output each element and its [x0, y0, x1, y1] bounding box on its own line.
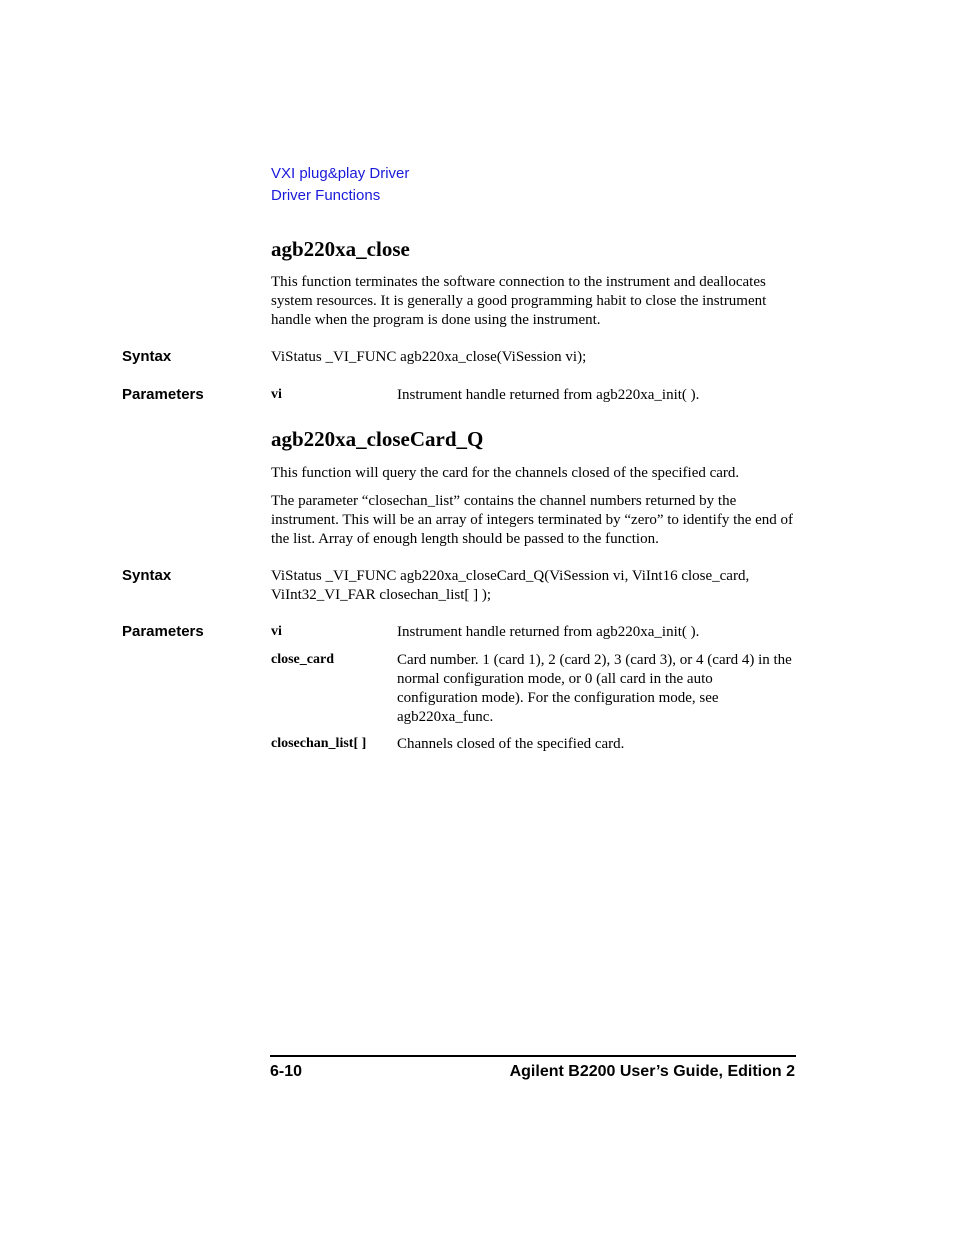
section1-syntax-label: Syntax [122, 348, 172, 365]
section1-description: This function terminates the software connection to the instrument and deallocates system resources. It is generally a good programming habit to close the instrument handle when the program is done using the instrument. [271, 274, 767, 328]
section2-syntax-label: Syntax [122, 567, 172, 584]
section1-param-name: vi [271, 387, 282, 402]
section1-title: agb220xa_close [271, 237, 410, 261]
section2-param-desc: Instrument handle returned from agb220xa_init( ). [397, 624, 700, 640]
section1-parameters-label: Parameters [122, 386, 204, 403]
section2-param-name: close_card [271, 652, 334, 667]
section2-param-desc: Card number. 1 (card 1), 2 (card 2), 3 (card 3), or 4 (card 4) in the normal configuration mode, or 0 (all card in the auto configuration mode). For the configuration mode, see agb220xa_func. [397, 652, 792, 725]
section2-description1: This function will query the card for the channels closed of the specified card. [271, 465, 740, 481]
section1-param-desc: Instrument handle returned from agb220xa_init( ). [397, 387, 700, 403]
section2-param-name: closechan_list[ ] [271, 736, 367, 751]
footer-rule [270, 1055, 796, 1057]
page-number: 6-10 [270, 1063, 303, 1080]
guide-title: Agilent B2200 User’s Guide, Edition 2 [509, 1063, 795, 1080]
section2-description2: The parameter “closechan_list” contains the channel numbers returned by the instrument. This will be an array of integers terminated by “zero” to identify the end of the list. Array of enough length should be passed to the function. [271, 493, 794, 547]
section2-parameters-label: Parameters [122, 623, 204, 640]
section2-syntax: ViStatus _VI_FUNC agb220xa_closeCard_Q(ViSession vi, ViInt16 close_card, ViInt32_VI_FAR closechan_list[ ] ); [271, 568, 750, 603]
section2-param-name: vi [271, 624, 282, 639]
section1-syntax: ViStatus _VI_FUNC agb220xa_close(ViSession vi); [271, 349, 587, 365]
header-section-link[interactable]: Driver Functions [271, 187, 381, 204]
header-chapter-link[interactable]: VXI plug&play Driver [271, 165, 410, 182]
section2-param-desc: Channels closed of the specified card. [397, 736, 625, 752]
section2-title: agb220xa_closeCard_Q [271, 427, 484, 451]
